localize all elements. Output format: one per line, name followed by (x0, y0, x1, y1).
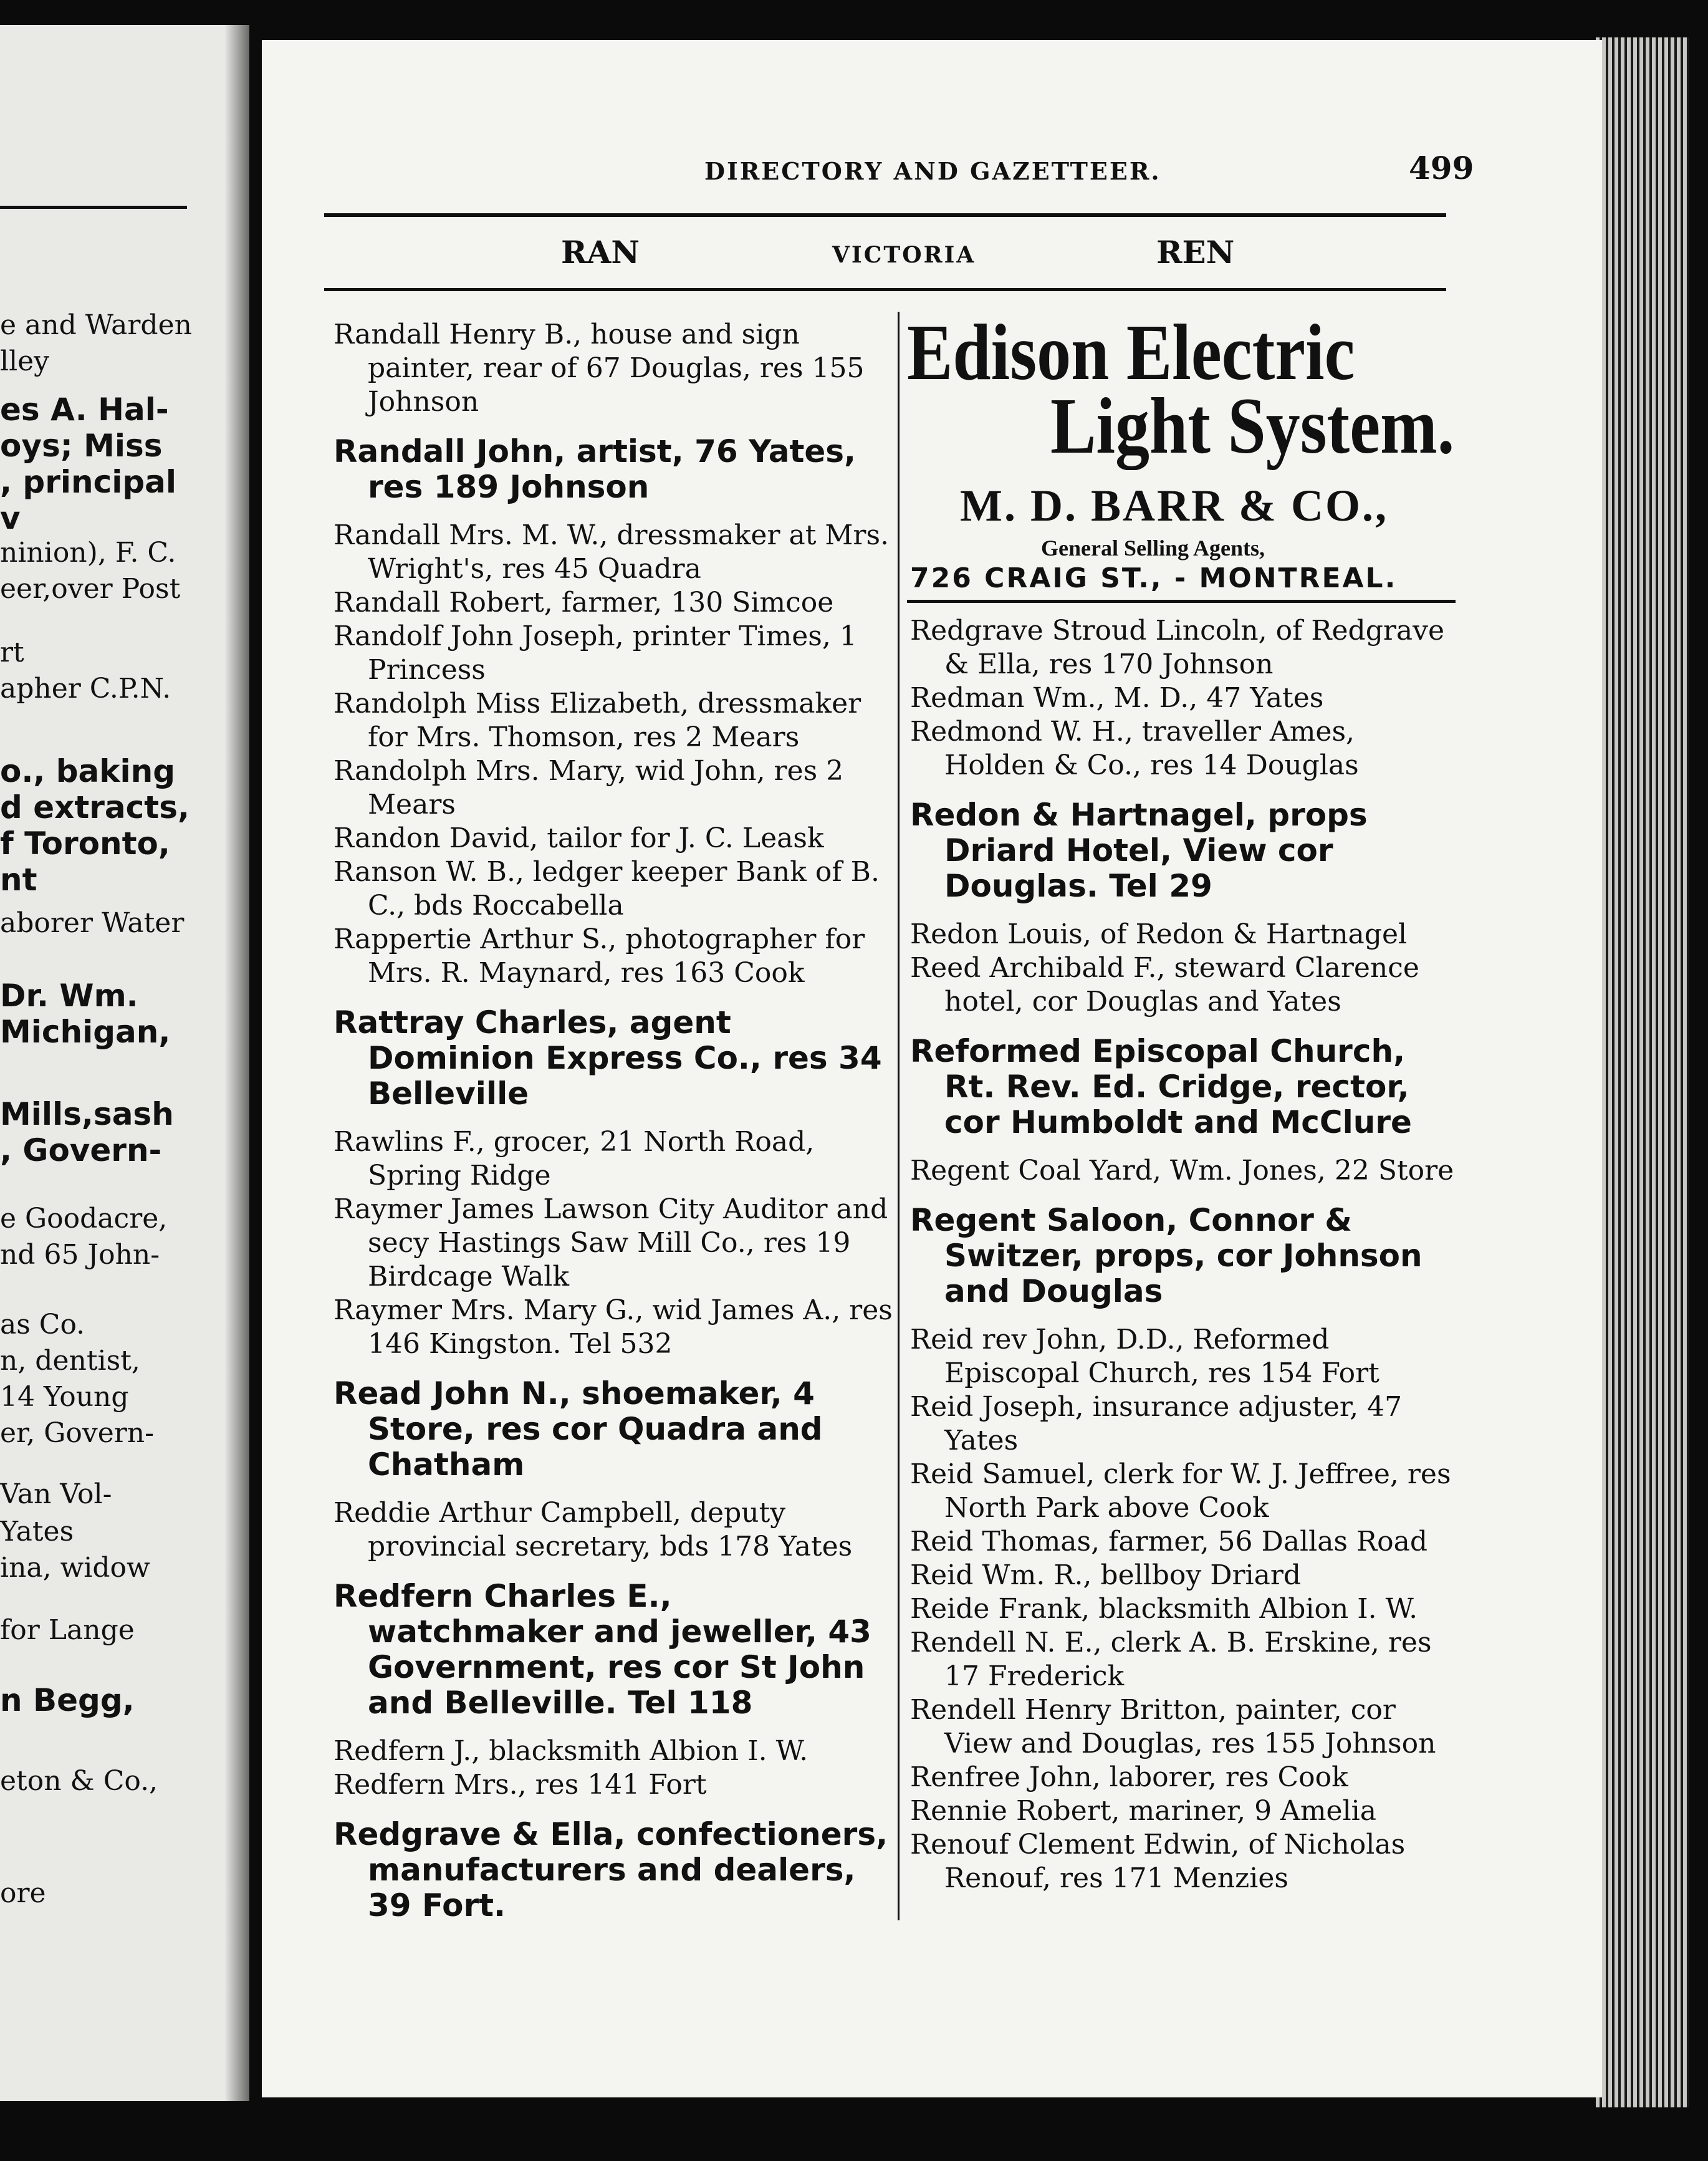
page-edges (1596, 37, 1689, 2107)
facing-page-text: Mills,sash (0, 1096, 174, 1132)
edison-advertisement (907, 308, 1468, 605)
right-column (910, 614, 1459, 1895)
directory-entry: Reide Frank, blacksmith Albion I. W. (910, 1593, 1418, 1625)
directory-entry: Redon & Hartnagel, props Driard Hotel, View cor Douglas. Tel 29 (910, 797, 1368, 904)
guide-word-left: RAN (561, 234, 640, 271)
facing-page-text: , principal (0, 464, 177, 500)
column-divider (898, 312, 900, 1920)
directory-entry: Randall Henry B., house and sign painter, rear of 67 Douglas, res 155 Johnson (333, 319, 865, 418)
facing-page-text: aborer Water (0, 907, 185, 939)
ad-headline-1: Edison Electric (907, 308, 1355, 397)
directory-entry: Randolph Mrs. Mary, wid John, res 2 Mears (333, 755, 844, 821)
facing-page-text: f Toronto, (0, 825, 170, 862)
running-head: DIRECTORY AND GAZETTEER. (704, 157, 1161, 185)
directory-entry: Renfree John, laborer, res Cook (910, 1761, 1348, 1793)
directory-entry: Reid rev John, D.D., Reformed Episcopal Church, res 154 Fort (910, 1324, 1379, 1389)
directory-entry: Reddie Arthur Campbell, deputy provincial secretary, bds 178 Yates (333, 1497, 853, 1562)
facing-page-text: oys; Miss (0, 428, 163, 464)
directory-entry: Raymer James Lawson City Auditor and secy Hastings Saw Mill Co., res 19 Birdcage Walk (333, 1193, 888, 1292)
facing-page-text: Dr. Wm. (0, 978, 138, 1014)
directory-entry: Regent Coal Yard, Wm. Jones, 22 Store (910, 1155, 1454, 1186)
left-column (333, 318, 898, 1937)
facing-page-text: n Begg, (0, 1682, 135, 1718)
directory-entry: Redgrave Stroud Lincoln, of Redgrave & Ella, res 170 Johnson (910, 615, 1445, 680)
directory-entry: Randon David, tailor for J. C. Leask (333, 822, 824, 854)
directory-entry: Redfern Charles E., watchmaker and jeweller, 43 Government, res cor St John and Belleville. Tel 118 (333, 1578, 871, 1721)
directory-entry: Reid Wm. R., bellboy Driard (910, 1559, 1302, 1591)
guide-rule (324, 288, 1446, 291)
facing-page-text: eer,over Post (0, 573, 181, 605)
directory-entry: Randall Mrs. M. W., dressmaker at Mrs. Wright's, res 45 Quadra (333, 519, 890, 585)
directory-entry: Reformed Episcopal Church, Rt. Rev. Ed. Cridge, rector, cor Humboldt and McClure (910, 1033, 1412, 1140)
directory-entry: Raymer Mrs. Mary G., wid James A., res 146 Kingston. Tel 532 (333, 1294, 893, 1360)
facing-page-text: ninion), F. C. (0, 537, 176, 569)
directory-entry: Redgrave & Ella, confectioners, manufacturers and dealers, 39 Fort. (333, 1816, 888, 1923)
directory-entry: Reid Joseph, insurance adjuster, 47 Yates (910, 1391, 1403, 1456)
directory-entry: Reid Samuel, clerk for W. J. Jeffree, res North Park above Cook (910, 1458, 1451, 1524)
facing-page-text: es A. Hal- (0, 392, 169, 428)
directory-entry: Redfern J., blacksmith Albion I. W. (333, 1735, 808, 1767)
facing-page-text: ore (0, 1877, 46, 1909)
directory-entry: Randolf John Joseph, printer Times, 1 Princess (333, 620, 857, 686)
directory-entry: Redman Wm., M. D., 47 Yates (910, 682, 1324, 714)
directory-entry: Reid Thomas, farmer, 56 Dallas Road (910, 1526, 1428, 1557)
header-rule (324, 213, 1446, 217)
facing-page-text: , Govern- (0, 1132, 162, 1168)
facing-page-text: apher C.P.N. (0, 673, 171, 705)
facing-page-text: n, dentist, (0, 1345, 140, 1377)
ad-address: 726 CRAIG ST., - MONTREAL. (910, 562, 1398, 594)
directory-entry: Randall John, artist, 76 Yates, res 189 Johnson (333, 433, 856, 505)
facing-page-rule (0, 206, 187, 209)
facing-page-text: e and Warden (0, 309, 192, 341)
guide-word-right: REN (1156, 234, 1235, 271)
directory-entry: Redfern Mrs., res 141 Fort (333, 1769, 707, 1801)
ad-headline-2: Light System. (1050, 382, 1455, 470)
directory-entry: Rawlins F., grocer, 21 North Road, Spring Ridge (333, 1126, 815, 1191)
facing-page-text: rt (0, 637, 24, 668)
directory-entry: Rendell Henry Britton, painter, cor View and Douglas, res 155 Johnson (910, 1694, 1436, 1759)
ad-rule (907, 600, 1456, 603)
guide-word-center: VICTORIA (832, 242, 976, 268)
page-number: 499 (1409, 150, 1474, 186)
facing-page-text: d extracts, (0, 789, 190, 825)
directory-entry: Rendell N. E., clerk A. B. Erskine, res 17 Frederick (910, 1627, 1432, 1692)
facing-page-text: Yates (0, 1516, 74, 1547)
facing-page-text: v (0, 500, 21, 536)
directory-entry: Redon Louis, of Redon & Hartnagel (910, 918, 1408, 950)
facing-page-text: e Goodacre, (0, 1203, 168, 1235)
directory-entry: Randolph Miss Elizabeth, dressmaker for Mrs. Thomson, res 2 Mears (333, 688, 861, 753)
directory-entry: Rattray Charles, agent Dominion Express Co., res 34 Belleville (333, 1004, 882, 1112)
directory-entry: Rennie Robert, mariner, 9 Amelia (910, 1795, 1376, 1827)
facing-page-text: lley (0, 345, 50, 377)
ad-company: M. D. BARR & CO., (960, 481, 1388, 531)
facing-page-text: eton & Co., (0, 1765, 158, 1797)
directory-entry: Redmond W. H., traveller Ames, Holden & Co., res 14 Douglas (910, 716, 1359, 781)
directory-entry: Rappertie Arthur S., photographer for Mrs. R. Maynard, res 163 Cook (333, 923, 865, 989)
facing-page-text: Michigan, (0, 1014, 171, 1050)
directory-entry: Randall Robert, farmer, 130 Simcoe (333, 587, 834, 618)
facing-page-text: nt (0, 862, 37, 898)
facing-page-text: as Co. (0, 1309, 85, 1340)
directory-entry: Read John N., shoemaker, 4 Store, res cor Quadra and Chatham (333, 1375, 823, 1483)
directory-entry: Regent Saloon, Connor & Switzer, props, cor Johnson and Douglas (910, 1202, 1423, 1309)
facing-page-text: for Lange (0, 1614, 135, 1646)
directory-entry: Renouf Clement Edwin, of Nicholas Renouf, res 171 Menzies (910, 1829, 1406, 1894)
facing-page-fragment (0, 25, 249, 2101)
directory-entry: Reed Archibald F., steward Clarence hotel, cor Douglas and Yates (910, 952, 1419, 1018)
facing-page-text: o., baking (0, 753, 176, 789)
facing-page-text: ina, widow (0, 1552, 150, 1584)
facing-page-text: 14 Young (0, 1381, 129, 1413)
facing-page-text: er, Govern- (0, 1417, 154, 1449)
gutter-shadow (224, 25, 249, 2101)
facing-page-text: Van Vol- (0, 1478, 112, 1510)
facing-page-text: nd 65 John- (0, 1239, 160, 1271)
directory-entry: Ranson W. B., ledger keeper Bank of B. C., bds Roccabella (333, 856, 880, 922)
ad-agents: General Selling Agents, (1041, 536, 1265, 561)
